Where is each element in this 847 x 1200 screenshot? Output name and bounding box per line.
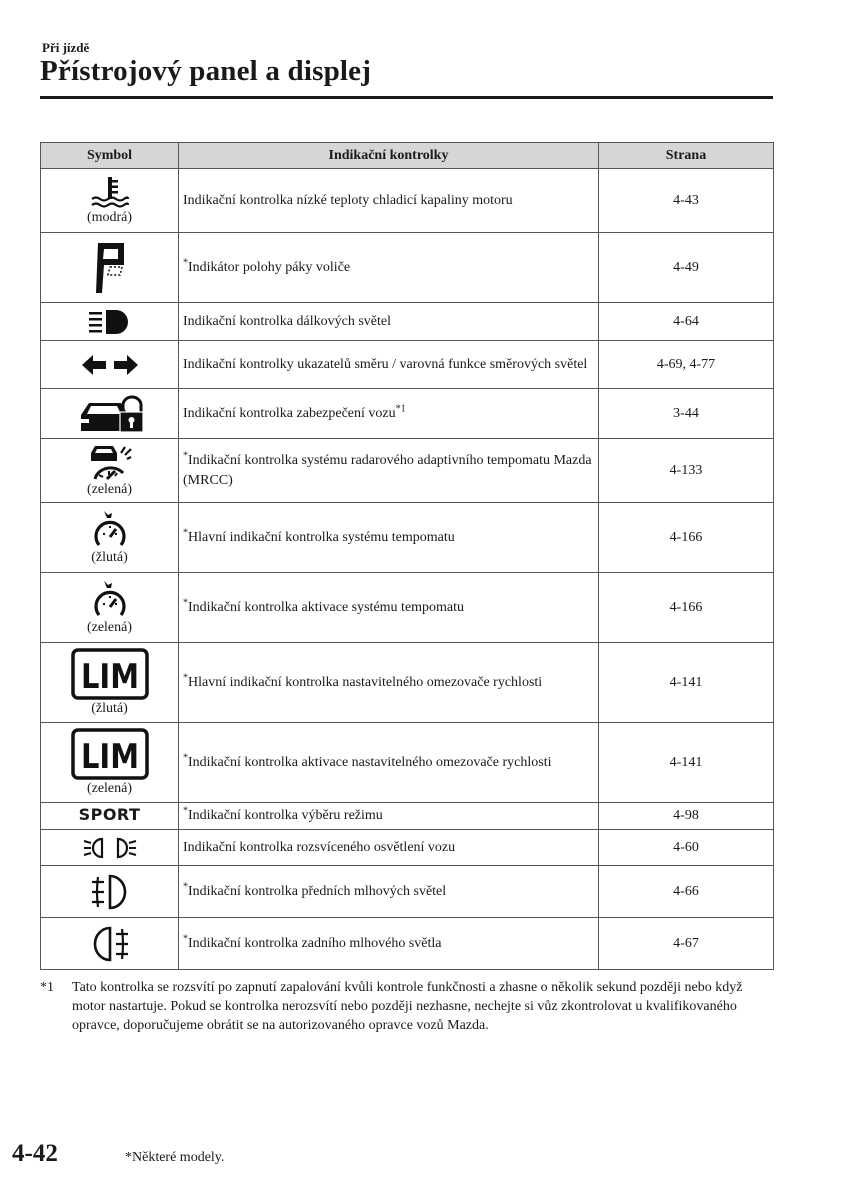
coolant-temperature-icon	[88, 175, 132, 209]
table-row	[41, 503, 774, 573]
symbol-cell	[41, 643, 179, 723]
header-symbol: Symbol	[41, 143, 179, 169]
symbol-cell	[41, 803, 179, 830]
symbol-cell	[41, 866, 179, 918]
indicator-description	[179, 503, 599, 573]
description-text: Indikační kontrolky ukazatelů směru / varovná funkce směrových světel	[183, 356, 588, 372]
sport-mode-icon: SPORT	[78, 805, 141, 824]
shift-position-icon	[88, 239, 132, 297]
indicator-description	[179, 918, 599, 970]
symbol-cell	[41, 723, 179, 803]
symbol-cell	[41, 439, 179, 503]
page-reference: 4-69, 4-77	[599, 341, 774, 389]
title-rule	[40, 96, 773, 99]
model-asterisk: *	[183, 805, 188, 817]
indicator-description	[179, 866, 599, 918]
page-reference: 4-166	[599, 503, 774, 573]
page-reference: 4-67	[599, 918, 774, 970]
page-reference: 4-66	[599, 866, 774, 918]
indicator-description	[179, 389, 599, 439]
table-header-row	[41, 143, 774, 169]
color-note: (modrá)	[86, 210, 133, 225]
page-reference: 4-43	[599, 169, 774, 233]
page-reference: 4-64	[599, 303, 774, 341]
page-number: 4-42	[12, 1140, 58, 1167]
table-row	[41, 233, 774, 303]
table-row	[41, 341, 774, 389]
table-row	[41, 389, 774, 439]
header-indicator: Indikační kontrolky	[179, 143, 599, 169]
cruise-main-icon	[90, 509, 130, 549]
turn-signal-icon	[80, 353, 140, 377]
page-title: Přístrojový panel a displej	[40, 55, 372, 87]
lim-label: LIM	[80, 737, 139, 777]
model-asterisk: *	[183, 671, 188, 683]
table-row	[41, 573, 774, 643]
footnote-mark: *1	[40, 980, 54, 995]
models-note: *Některé modely.	[125, 1150, 225, 1165]
description-text: Hlavní indikační kontrolka systému tempomatu	[188, 529, 455, 545]
indicator-table	[40, 142, 774, 970]
lim-label: LIM	[80, 657, 139, 697]
page-reference: 4-141	[599, 643, 774, 723]
model-asterisk: *	[183, 256, 188, 268]
description-text: Indikační kontrolka aktivace systému tempomatu	[188, 599, 465, 615]
speed-limiter-set-icon	[71, 728, 149, 780]
footnote-text: Tato kontrolka se rozsvítí po zapnutí zapalování kvůli kontrole funkčnosti a zhasne o několik sekund později nebo když motor nastartuje. Pokud se kontrolka nerozsvítí nebo později nezhasne, nechejte si vůz zkontrolovat u kvalifikovaného opravce, doporučujeme obrátit se na autorizovaného opravce vozů Mazda.	[72, 980, 743, 1033]
table-row	[41, 303, 774, 341]
page-reference: 4-133	[599, 439, 774, 503]
color-note: (žlutá)	[91, 701, 128, 716]
rear-fog-icon	[90, 925, 130, 963]
color-note: (zelená)	[86, 620, 133, 635]
lights-on-icon	[82, 836, 138, 860]
symbol-cell	[41, 830, 179, 866]
symbol-cell	[41, 169, 179, 233]
footnote	[40, 978, 775, 1035]
page-reference: 4-60	[599, 830, 774, 866]
indicator-description	[179, 341, 599, 389]
footnote-reference: *1	[395, 402, 406, 414]
page-reference: 4-141	[599, 723, 774, 803]
page-reference: 4-49	[599, 233, 774, 303]
description-text: Indikační kontrolka zabezpečení vozu	[183, 405, 396, 421]
description-text: Indikační kontrolka předních mlhových světel	[188, 883, 447, 899]
description-text: Indikační kontrolka dálkových světel	[183, 313, 391, 329]
page-reference: 3-44	[599, 389, 774, 439]
description-text: Hlavní indikační kontrolka nastavitelného omezovače rychlosti	[188, 674, 543, 690]
radar-cruise-icon	[85, 443, 135, 481]
color-note: (zelená)	[86, 482, 133, 497]
symbol-cell	[41, 233, 179, 303]
description-text: Indikační kontrolka zadního mlhového světla	[188, 935, 442, 951]
description-text: Indikátor polohy páky voliče	[188, 259, 351, 275]
description-text: Indikační kontrolka aktivace nastavitelného omezovače rychlosti	[188, 754, 552, 770]
indicator-description	[179, 303, 599, 341]
model-asterisk: *	[183, 880, 188, 892]
page-reference: 4-98	[599, 803, 774, 830]
model-asterisk: *	[183, 751, 188, 763]
front-fog-icon	[90, 873, 130, 911]
description-text: Indikační kontrolka rozsvíceného osvětlení vozu	[183, 839, 456, 855]
high-beam-icon	[86, 309, 134, 335]
description-text: Indikační kontrolka výběru režimu	[188, 808, 383, 823]
page-reference: 4-166	[599, 573, 774, 643]
table-row	[41, 169, 774, 233]
table-row	[41, 803, 774, 830]
symbol-cell	[41, 341, 179, 389]
table-row	[41, 723, 774, 803]
indicator-description	[179, 233, 599, 303]
section-label: Při jízdě	[42, 40, 90, 55]
color-note: (zelená)	[86, 781, 133, 796]
table-row	[41, 918, 774, 970]
symbol-cell	[41, 573, 179, 643]
model-asterisk: *	[183, 449, 188, 461]
model-asterisk: *	[183, 932, 188, 944]
cruise-set-icon	[90, 579, 130, 619]
indicator-description	[179, 573, 599, 643]
table-row	[41, 439, 774, 503]
description-text: Indikační kontrolka nízké teploty chladicí kapaliny motoru	[183, 192, 513, 208]
indicator-description	[179, 723, 599, 803]
symbol-cell	[41, 918, 179, 970]
indicator-description	[179, 803, 599, 830]
header-page: Strana	[599, 143, 774, 169]
model-asterisk: *	[183, 526, 188, 538]
indicator-description	[179, 643, 599, 723]
symbol-cell	[41, 503, 179, 573]
table-row	[41, 643, 774, 723]
model-asterisk: *	[183, 596, 188, 608]
description-text: Indikační kontrolka systému radarového adaptivního tempomatu Mazda (MRCC)	[183, 452, 592, 488]
indicator-description	[179, 439, 599, 503]
indicator-description	[179, 169, 599, 233]
table-row	[41, 830, 774, 866]
indicator-description	[179, 830, 599, 866]
speed-limiter-main-icon	[71, 648, 149, 700]
table-row	[41, 866, 774, 918]
security-icon	[77, 395, 143, 433]
color-note: (žlutá)	[91, 550, 128, 565]
symbol-cell	[41, 389, 179, 439]
symbol-cell	[41, 303, 179, 341]
